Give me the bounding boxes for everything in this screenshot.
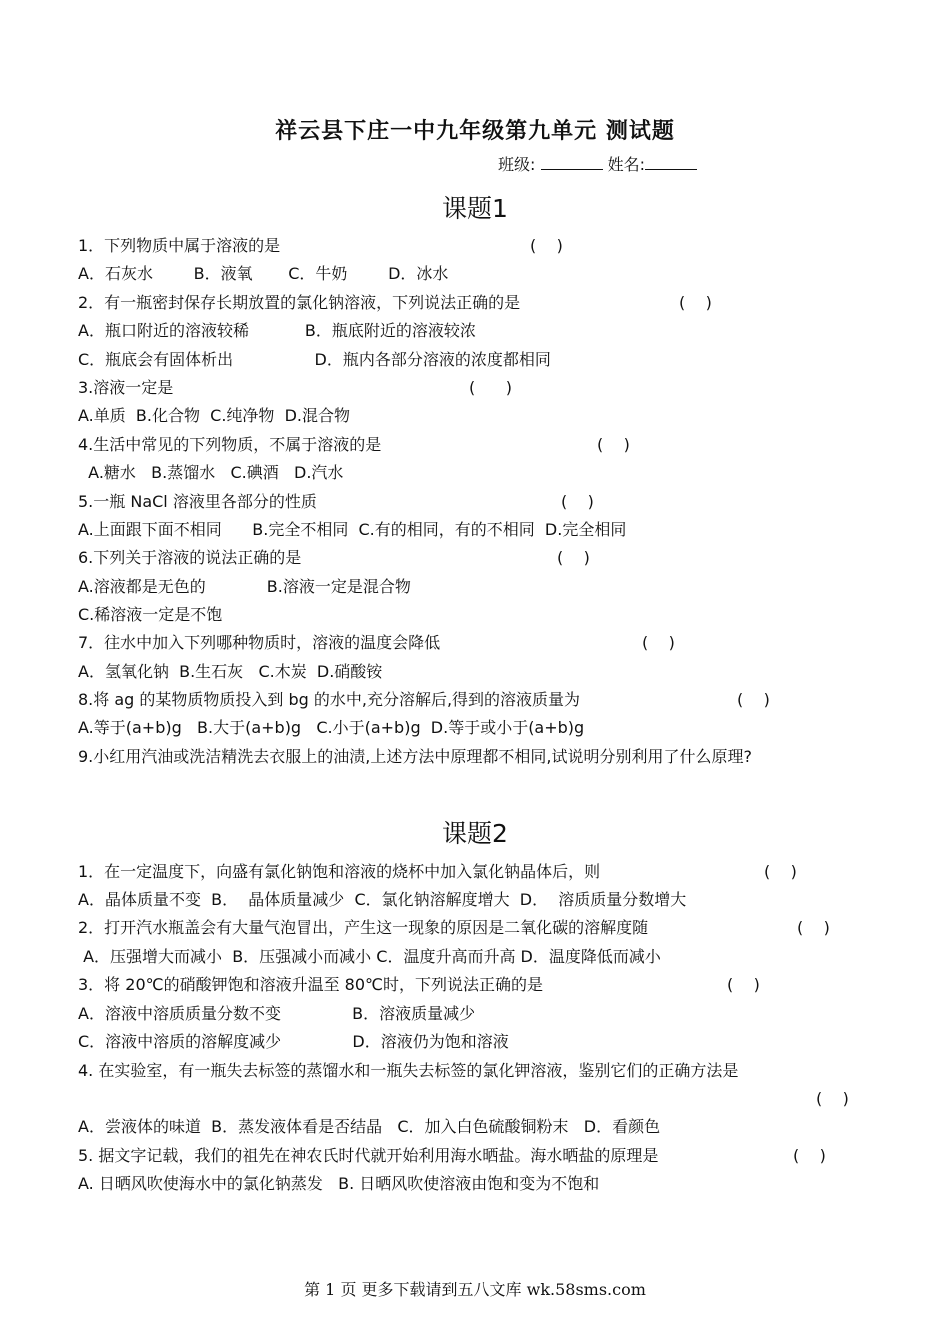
answer-bracket: ( ) <box>737 690 770 709</box>
name-label: 姓名: <box>607 155 645 174</box>
answer-bracket: ( ) <box>797 918 830 937</box>
answer-bracket: ( ) <box>816 1089 849 1108</box>
option-line: C．瓶底会有固体析出 D．瓶内各部分溶液的浓度都相同 <box>78 350 551 369</box>
option-line: A．石灰水 B．液氧 C．牛奶 D．冰水 <box>78 264 449 283</box>
question-line: 2．有一瓶密封保存长期放置的氯化钠溶液，下列说法正确的是 <box>78 293 521 312</box>
question-line: 3.溶液一定是 <box>78 378 174 397</box>
question-line: 1．下列物质中属于溶液的是 <box>78 236 281 255</box>
option-line: A．尝液体的味道 B．蒸发液体看是否结晶 C．加入白色硫酸铜粉末 D．看颜色 <box>78 1117 661 1136</box>
answer-bracket: ( ) <box>727 975 760 994</box>
question-line: 6.下列关于溶液的说法正确的是 <box>78 548 302 567</box>
class-label: 班级: <box>498 155 536 174</box>
question-line: 1．在一定温度下，向盛有氯化钠饱和溶液的烧杯中加入氯化钠晶体后，则 <box>78 862 601 881</box>
option-line: A.单质 B.化合物 C.纯净物 D.混合物 <box>78 406 350 425</box>
answer-bracket: ( ) <box>642 633 675 652</box>
question-line: 9.小红用汽油或洗洁精洗去衣服上的油渍,上述方法中原理都不相同,试说明分别利用了什么原理? <box>78 747 752 766</box>
page-title: 祥云县下庄一中九年级第九单元 测试题 <box>275 119 675 144</box>
answer-bracket: ( ) <box>561 492 594 511</box>
answer-bracket: ( ) <box>764 862 797 881</box>
page-footer: 第 1 页 更多下载请到五八文库 wk.58sms.com <box>304 1280 646 1299</box>
option-line: C．溶液中溶质的溶解度减少 D．溶液仍为饱和溶液 <box>78 1032 509 1051</box>
option-line: C.稀溶液一定是不饱 <box>78 605 223 624</box>
class-name-line <box>498 152 697 175</box>
option-line: A．溶液中溶质质量分数不变 B．溶液质量减少 <box>78 1004 476 1023</box>
answer-bracket: ( ) <box>469 378 512 397</box>
option-line: A．压强增大而减小 B．压强减小而减小 C．温度升高而升高 D．温度降低而减小 <box>78 947 661 966</box>
question-line: 4. 在实验室，有一瓶失去标签的蒸馏水和一瓶失去标签的氯化钾溶液，鉴别它们的正确方法是 <box>78 1061 739 1080</box>
question-line: 8.将 ag 的某物质物质投入到 bg 的水中,充分溶解后,得到的溶液质量为 <box>78 690 581 709</box>
option-line: A.溶液都是无色的 B.溶液一定是混合物 <box>78 577 411 596</box>
option-line: A．氢氧化钠 B.生石灰 C.木炭 D.硝酸铵 <box>78 662 383 681</box>
name-blank <box>645 155 697 170</box>
option-line: A. 日晒风吹使海水中的氯化钠蒸发 B. 日晒风吹使溶液由饱和变为不饱和 <box>78 1174 600 1193</box>
section-heading-2: 课题2 <box>442 819 508 848</box>
option-line: A.糖水 B.蒸馏水 C.碘酒 D.汽水 <box>78 463 344 482</box>
answer-bracket: ( ) <box>530 236 563 255</box>
option-line: A.上面跟下面不相同 B.完全不相同 C.有的相同，有的不相同 D.完全相同 <box>78 520 627 539</box>
question-line: 5.一瓶 NaCl 溶液里各部分的性质 <box>78 492 317 511</box>
question-line: 4.生活中常见的下列物质，不属于溶液的是 <box>78 435 382 454</box>
question-line: 3．将 20℃的硝酸钾饱和溶液升温至 80℃时，下列说法正确的是 <box>78 975 544 994</box>
answer-bracket: ( ) <box>597 435 630 454</box>
class-blank <box>541 155 603 170</box>
answer-bracket: ( ) <box>557 548 590 567</box>
section-heading-1: 课题1 <box>442 194 508 223</box>
question-line: 2．打开汽水瓶盖会有大量气泡冒出，产生这一现象的原因是二氧化碳的溶解度随 <box>78 918 649 937</box>
option-line: A．晶体质量不变 B． 晶体质量减少 C．氯化钠溶解度增大 D． 溶质质量分数增大 <box>78 890 687 909</box>
question-line: 7．往水中加入下列哪种物质时，溶液的温度会降低 <box>78 633 441 652</box>
option-line: A．瓶口附近的溶液较稀 B．瓶底附近的溶液较浓 <box>78 321 476 340</box>
answer-bracket: ( ) <box>679 293 712 312</box>
question-line: 5. 据文字记载，我们的祖先在神农氏时代就开始利用海水晒盐。海水晒盐的原理是 <box>78 1146 659 1165</box>
answer-bracket: ( ) <box>793 1146 826 1165</box>
option-line: A.等于(a+b)g B.大于(a+b)g C.小于(a+b)g D.等于或小于(a+b)g <box>78 718 585 737</box>
